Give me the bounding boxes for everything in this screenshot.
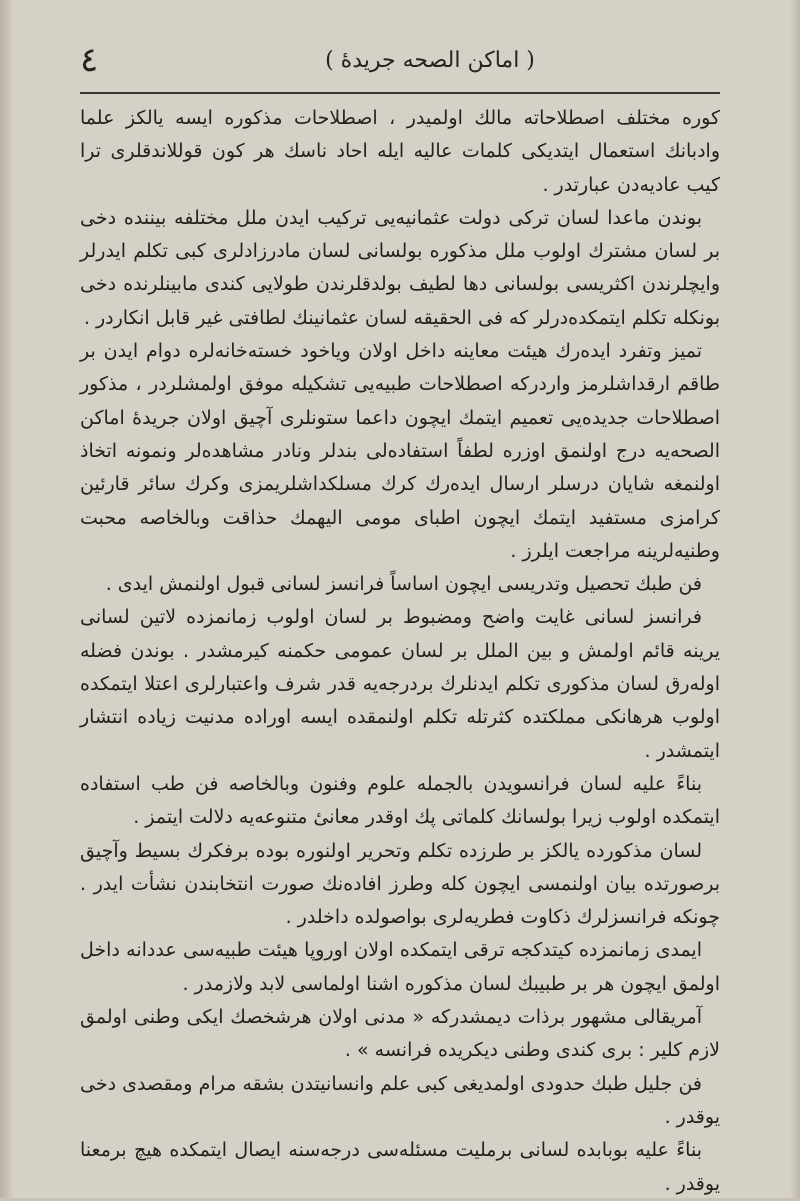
paragraph: آمریقالی مشهور برذات دیمشدرکه « مدنی اولان هرشخصك ایکی وطنی اولمق لازم کلیر : بری کندی وطنی دیکریده فرانسه » . <box>80 1006 720 1062</box>
paragraph: فن جلیل طبك حدودی اولمدیغی کبی علم وانسانیتدن بشقه مرام ومقصدی دخی یوقدر . <box>80 1072 720 1128</box>
paragraph: بناءً علیه لسان فرانسویدن بالجمله علوم وفنون وبالخاصه فن طب استفاده ایتمکده اولوب زیرا بولسانك کلماتی پك اوقدر معانیٔ متنوعه‌یه دلالت ایتمز . <box>80 772 720 829</box>
body-text <box>80 102 720 1201</box>
paragraph: لسان مذکورده یالکز بر طرزده تکلم وتحریر اولنوره بوده برفکرك بسیط وآچیق برصورتده بیان اولنمسی ایچون کله وطرز افاده‌نك صورت انتخابندن نشأت ایدر . چونکه فرانسزلرك ذکاوت فطریه‌لری بواصولده داخلدر . <box>80 839 720 929</box>
paragraph: بناءً علیه بوبابده لسانی برملیت مسئله‌سی درجه‌سنه ایصال ایتمکده هیچ برمعنا یوقدر . <box>80 1139 720 1195</box>
page-header <box>80 38 720 86</box>
paragraph: فرانسز لسانی غایت واضح ومضبوط بر لسان اولوب زمانمزده لاتین لسانی یرینه قائم اولمش و بین الملل بر لسان عمومی حکمنه کیرمشدر . بوندن فضله اوله‌رق لسان مذکوری تکلم ایدنلرك بردرجه‌یه قدر شرف واعتبارلری اعتلا ایتمکده اولوب هرهانکی مملکتده کثرتله تکلم اولنمقده ایسه اوراده مدنیت زیاده انتشار ایتمشدر . <box>80 606 720 762</box>
header-rule <box>80 92 720 94</box>
paragraph: ایمدی زمانمزده کیتدکجه ترقی ایتمکده اولان اوروپا هیئت طبیه‌سی عددانه داخل اولمق ایچون هر بر طبیبك لسان مذکوره اشنا اولماسی لابد ولازمدر . <box>80 939 720 995</box>
paragraph: کوره مختلف اصطلاحاته مالك اولمیدر ، اصطلاحات مذکوره ایسه یالکز علما وادبانك استعمال ایتدیکی کلمات عالیه ایله احاد ناسك هر کون قوللاندقلری ترا کیب عادیه‌دن عبارتدر . <box>80 107 720 196</box>
paragraph: بوندن ماعدا لسان ترکی دولت عثمانیه‌یی ترکیب ایدن ملل مختلفه بیننده دخی بر لسان مشترك اولوب ملل مذکوره بولسانی لسان مادرزادلری کبی تکلم ایدرلر وایچلرندن اکثریسی بولسانی دها لطیف بولدقلرندن طولایی کندی مابینلرنده دخی بونکله تکلم ایتمکده‌درلر که فی الحقیقه لسان عثمانینك لطافتی غیر قابل انکاردر . <box>80 206 720 329</box>
running-title: ( اماكن الصحه جريدهٔ ) <box>325 48 535 73</box>
paragraph: فن طبك تحصیل وتدریسی ایچون اساساً فرانسز لسانی قبول اولنمش ایدی . <box>105 573 702 596</box>
page-number: ٤ <box>80 40 99 80</box>
paragraph: تمیز وتفرد ایده‌رك هیئت معاینه داخل اولان ویاخود خسته‌خانه‌لره دوام ایدن بر طاقم ارقداشلرمز واردرکه اصطلاحات طبیه‌یی تشکیله موفق اولمشلردر ، مذکور اصطلاحات جدیده‌یی تعمیم ایتمك ایچون داعما ستونلری آچیق اولان جریدهٔ اماکن الصحه‌یه درج اولنمق اوزره لطفاً استفاده‌لی بندلر ونادر مشاهده‌لر ونمونه اتخاذ اولنمغه شایان درسلر ارسال ایده‌رك کرك مسلکداشلریمزی وکرك سائر قارئین کرامزی مستفید ایتمك ایچون اطبای مومی الیهمك حذاقت وبالخاصه محبت وطنیه‌لرینه مراجعت ایلرز . <box>80 340 720 562</box>
